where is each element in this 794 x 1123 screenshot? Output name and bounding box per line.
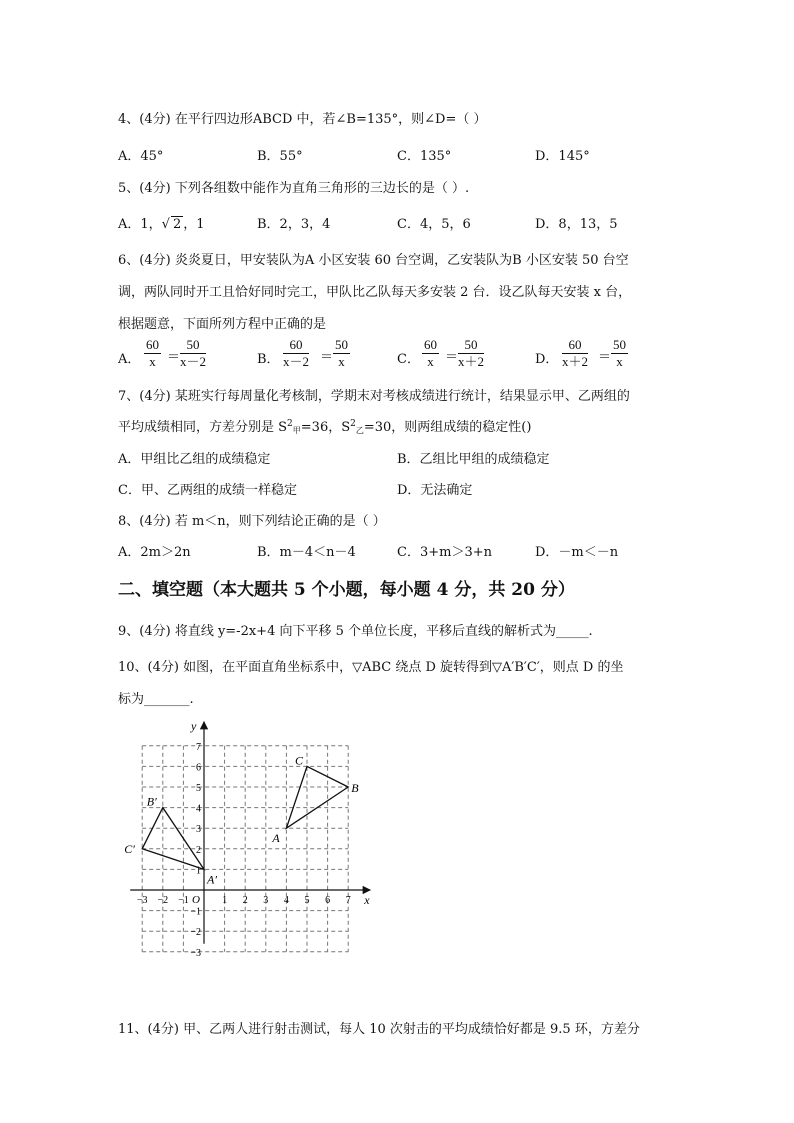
q6-d-left-frac: $\frac{60}{x+2}$ [562, 337, 589, 369]
q6-option-c-label: C． [397, 352, 420, 367]
q4-option-c: C．135° [397, 149, 452, 164]
q8-option-b: B．m－4＜n－4 [257, 545, 356, 560]
q4-option-b: B．55° [257, 149, 303, 164]
triangle-abc-prime-vertex-a: A′ [207, 872, 217, 887]
q6-b-right-frac: $\frac{50}{x}$ [335, 337, 348, 369]
q6-option-a-label: A． [118, 352, 141, 367]
q6-b-left-frac: $\frac{60}{x-2}$ [283, 337, 310, 369]
q7-option-c: C．甲、乙两组的成绩一样稳定 [118, 483, 297, 498]
y-tick-label: 4 [196, 803, 201, 815]
q10-line1: 10、(4分) 如图，在平面直角坐标系中，▽ABC 绕点 D 旋转得到▽A′B′C′，则点 D 的坐 [118, 660, 624, 675]
triangle-abc [286, 766, 348, 828]
x-tick-label: 1 [222, 895, 228, 906]
origin-label: O [192, 894, 200, 906]
q4-stem: 4、(4分) 在平行四边形ABCD 中，若∠B=135°，则∠D=（ ） [118, 112, 487, 127]
triangle-abc-vertex-a: A [272, 831, 280, 846]
q5-option-b: B．2，3，4 [257, 217, 331, 232]
x-tick-label: 3 [263, 895, 269, 906]
sqrt-radicand: 2 [172, 217, 182, 232]
q8-option-d: D．－m＜－n [535, 545, 619, 560]
q6-option-b-label: B． [257, 352, 280, 367]
q7-line1: 7、(4分) 某班实行每周量化考核制，学期末对考核成绩进行统计，结果显示甲、乙两组的 [118, 389, 630, 404]
triangles [124, 753, 359, 886]
y-axis-label: y [191, 718, 197, 733]
q5-option-d: D．8，13，5 [535, 217, 618, 232]
q5-option-a: A．1，√ 2 ，1 [118, 217, 205, 232]
q6-option-d-label: D． [535, 352, 559, 367]
triangle-abc-prime [142, 808, 204, 870]
q10-line2: 标为_______. [118, 692, 194, 707]
y-tick-label: −2 [190, 927, 201, 939]
q8-stem: 8、(4分) 若 m＜n，则下列结论正确的是（ ） [118, 514, 386, 529]
section-title: 二、填空题（本大题共 5 个小题，每小题 4 分，共 20 分） [118, 580, 575, 600]
q4-option-a: A．45° [118, 149, 164, 164]
q8-option-a: A．2m＞2n [118, 545, 191, 560]
q5-stem: 5、(4分) 下列各组数中能作为直角三角形的三边长的是（ ）. [118, 181, 470, 196]
q4-option-d: D．145° [535, 149, 590, 164]
q5-option-c: C．4，5，6 [397, 217, 471, 232]
q6-line1: 6、(4分) 炎炎夏日，甲安装队为A 小区安装 60 台空调，乙安装队为B 小区安装 50 台空 [118, 253, 629, 268]
y-tick-label: 5 [196, 783, 201, 794]
q6-d-equals: ＝ [598, 350, 612, 365]
q6-a-equals: ＝ [167, 350, 181, 365]
x-tick-label: 5 [304, 895, 310, 906]
x-tick-label: −1 [178, 895, 189, 906]
x-tick-label: 2 [242, 895, 248, 906]
x-tick-label: 4 [283, 895, 289, 906]
coordinate-graph [118, 718, 380, 970]
triangle-abc-vertex-b: B [351, 781, 359, 795]
y-tick-label: 2 [196, 844, 201, 856]
x-axis-label: x [364, 893, 370, 907]
x-tick-label: −3 [136, 895, 148, 906]
y-tick-label: 6 [196, 762, 201, 774]
x-tick-label: 6 [325, 895, 331, 906]
q11-stem: 11、(4分) 甲、乙两人进行射击测试，每人 10 次射击的平均成绩恰好都是 9.5 环，方差分 [118, 1022, 640, 1037]
q6-a-right-frac: $\frac{50}{x-2}$ [180, 337, 207, 369]
q7-option-b: B．乙组比甲组的成绩稳定 [397, 452, 550, 467]
y-tick-label: −1 [190, 906, 201, 918]
q6-c-left-frac: $\frac{60}{x}$ [424, 337, 437, 369]
y-tick-label: 1 [196, 865, 201, 877]
x-tick-label: −2 [157, 895, 169, 906]
axes [130, 719, 370, 944]
q6-d-right-frac: $\frac{50}{x}$ [613, 337, 626, 369]
q7-option-a: A．甲组比乙组的成绩稳定 [118, 452, 271, 467]
triangle-abc-vertex-c: C [295, 753, 304, 768]
q6-line3: 根据题意，下面所列方程中正确的是 [118, 317, 327, 332]
tick-labels [137, 742, 351, 959]
q7-option-d: D．无法确定 [397, 483, 473, 498]
q7-line2: 平均成绩相同，方差分别是 $S^2_甲=36$，$S^2_乙=30$，则两组成绩的稳定性() [118, 419, 532, 435]
q8-option-c: C．3+m＞3+n [397, 545, 492, 560]
q6-c-equals: ＝ [445, 350, 459, 365]
q9-stem: 9、(4分) 将直线 y=-2x+4 向下平移 5 个单位长度，平移后直线的解析式为_____. [118, 624, 593, 639]
q6-line2: 调，两队同时开工且恰好同时完工，甲队比乙队每天多安装 2 台．设乙队每天安装 x 台， [118, 285, 632, 300]
triangle-abc-prime-vertex-c: C′ [124, 841, 135, 856]
y-tick-label: 3 [196, 824, 201, 836]
grid-lines [142, 746, 348, 952]
x-tick-label: 7 [345, 895, 351, 906]
triangle-abc-prime-vertex-b: B′ [146, 794, 157, 809]
y-tick-label: 7 [196, 741, 201, 753]
y-tick-label: −3 [190, 947, 201, 959]
q6-c-right-frac: $\frac{50}{x+2}$ [458, 337, 485, 369]
q6-b-equals: ＝ [320, 350, 334, 365]
q6-a-left-frac: $\frac{60}{x}$ [146, 337, 159, 369]
